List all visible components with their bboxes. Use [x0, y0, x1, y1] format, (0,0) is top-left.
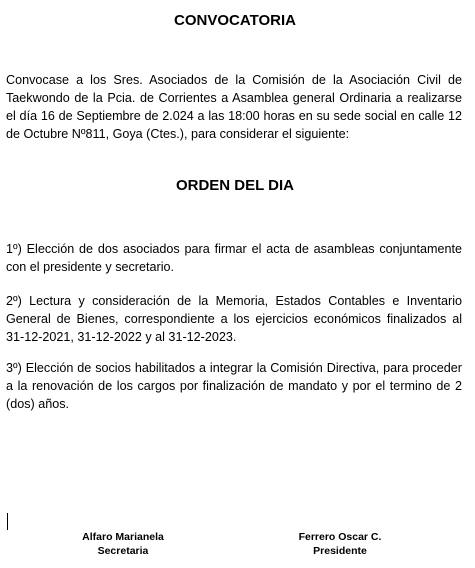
- agenda-item-3: 3º) Elección de socios habilitados a integrar la Comisión Directiva, para proceder a la renovación de los cargos por finalización de mandato y por el termino de 2 (dos) años.: [6, 361, 462, 411]
- signature-name: Alfaro Marianela: [82, 531, 164, 543]
- text-cursor[interactable]: [7, 513, 8, 530]
- signature-role: Presidente: [313, 545, 367, 557]
- signature-role: Secretaria: [97, 545, 149, 557]
- signature-block-president: [275, 530, 405, 558]
- signature-name: Ferrero Oscar C.: [298, 531, 382, 543]
- agenda-title: ORDEN DEL DIA: [175, 177, 295, 194]
- signature-block-secretary: [58, 530, 188, 558]
- agenda-item-2: 2º) Lectura y consideración de la Memoria, Estados Contables e Inventario General de Bienes, correspondiente a los ejercicios económicos finalizados al 31-12-2021, 31-12-2022 y al 31-12-2023.: [6, 294, 462, 344]
- document-title: CONVOCATORIA: [174, 12, 296, 29]
- agenda-item-1: 1º) Elección de dos asociados para firmar el acta de asambleas conjuntamente con el presidente y secretario.: [6, 242, 462, 274]
- intro-paragraph: Convocase a los Sres. Asociados de la Comisión de la Asociación Civil de Taekwondo de la Pcia. de Corrientes a Asamblea general Ordinaria a realizarse el día 16 de Septiembre de 2.024 a las 18:00 horas en su sede social en calle 12 de Octubre Nº811, Goya (Ctes.), para considerar el siguiente:: [6, 73, 462, 141]
